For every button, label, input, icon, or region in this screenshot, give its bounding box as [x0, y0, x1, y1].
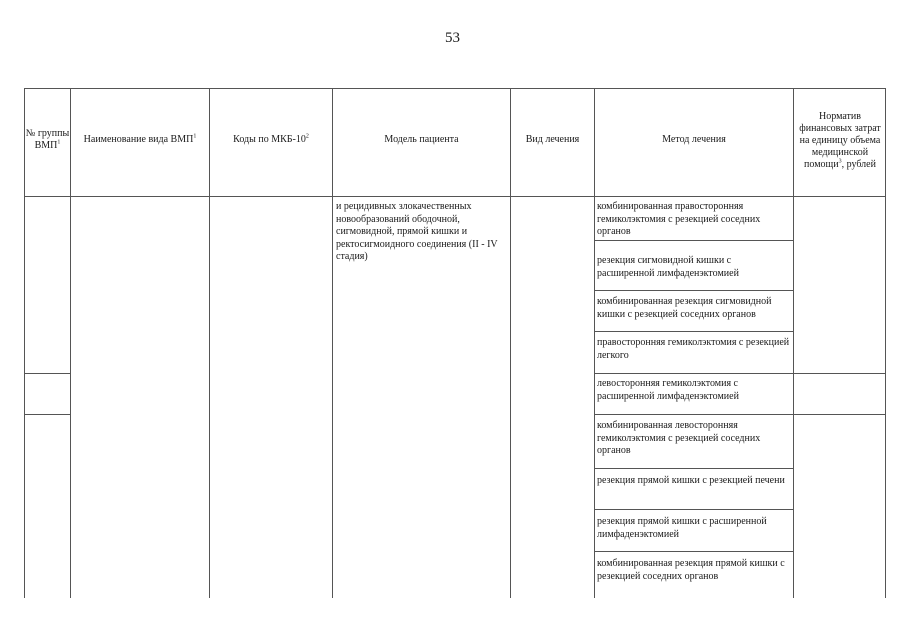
- patient-model-text: и рецидивных злокачественных новообразований ободочной, сигмовидной, прямой кишки и ректосигмоидного соединения (II - IV стадия): [336, 201, 498, 262]
- page-number: 53: [445, 30, 460, 46]
- table-top-border: [24, 88, 886, 89]
- method-item: комбинированная резекция прямой кишки с резекцией соседних органов: [597, 558, 785, 582]
- method-item: резекция прямой кишки с расширенной лимфаденэктомией: [597, 516, 767, 540]
- header-vmp-name: Наименование вида ВМП$^1$: [83, 133, 197, 145]
- header-treatment-method: Метод лечения: [662, 134, 726, 145]
- header-group-number: № группы ВМП$^1$: [25, 128, 70, 151]
- method-row-separator: [594, 290, 793, 291]
- method-row-separator: [594, 551, 793, 552]
- header-norm-cost: Норматив финансовых затрат на единицу объема медицинской помощи$^3$, рублей: [799, 111, 881, 170]
- col-separator: [793, 88, 794, 598]
- method-item: правосторонняя гемиколэктомия с резекцией легкого: [597, 337, 790, 361]
- header-icd-codes: Коды по МКБ-$10^2$: [233, 133, 309, 145]
- method-item: комбинированная правосторонняя гемиколэктомия с резекцией соседних органов: [597, 201, 761, 237]
- method-row-separator: [594, 373, 885, 374]
- method-row-separator: [594, 240, 793, 241]
- method-item: левосторонняя гемиколэктомия с расширенной лимфаденэктомией: [597, 378, 739, 402]
- group-row-separator: [24, 373, 70, 374]
- method-item: комбинированная резекция сигмовидной кишки с резекцией соседних органов: [597, 296, 772, 320]
- method-row-separator: [594, 414, 885, 415]
- method-row-separator: [594, 331, 793, 332]
- method-item: резекция сигмовидной кишки с расширенной лимфаденэктомией: [597, 255, 739, 279]
- header-bottom-border: [24, 196, 886, 197]
- method-row-separator: [594, 509, 793, 510]
- method-item: резекция прямой кишки с резекцией печени: [597, 475, 785, 486]
- method-row-separator: [594, 468, 793, 469]
- header-treatment-type: Вид лечения: [525, 134, 580, 145]
- table-right-border: [885, 88, 886, 598]
- header-patient-model: Модель пациента: [384, 134, 459, 145]
- method-item: комбинированная левосторонняя гемиколэктомия с резекцией соседних органов: [597, 420, 761, 456]
- group-row-separator: [24, 414, 70, 415]
- vmp-table: [24, 88, 886, 598]
